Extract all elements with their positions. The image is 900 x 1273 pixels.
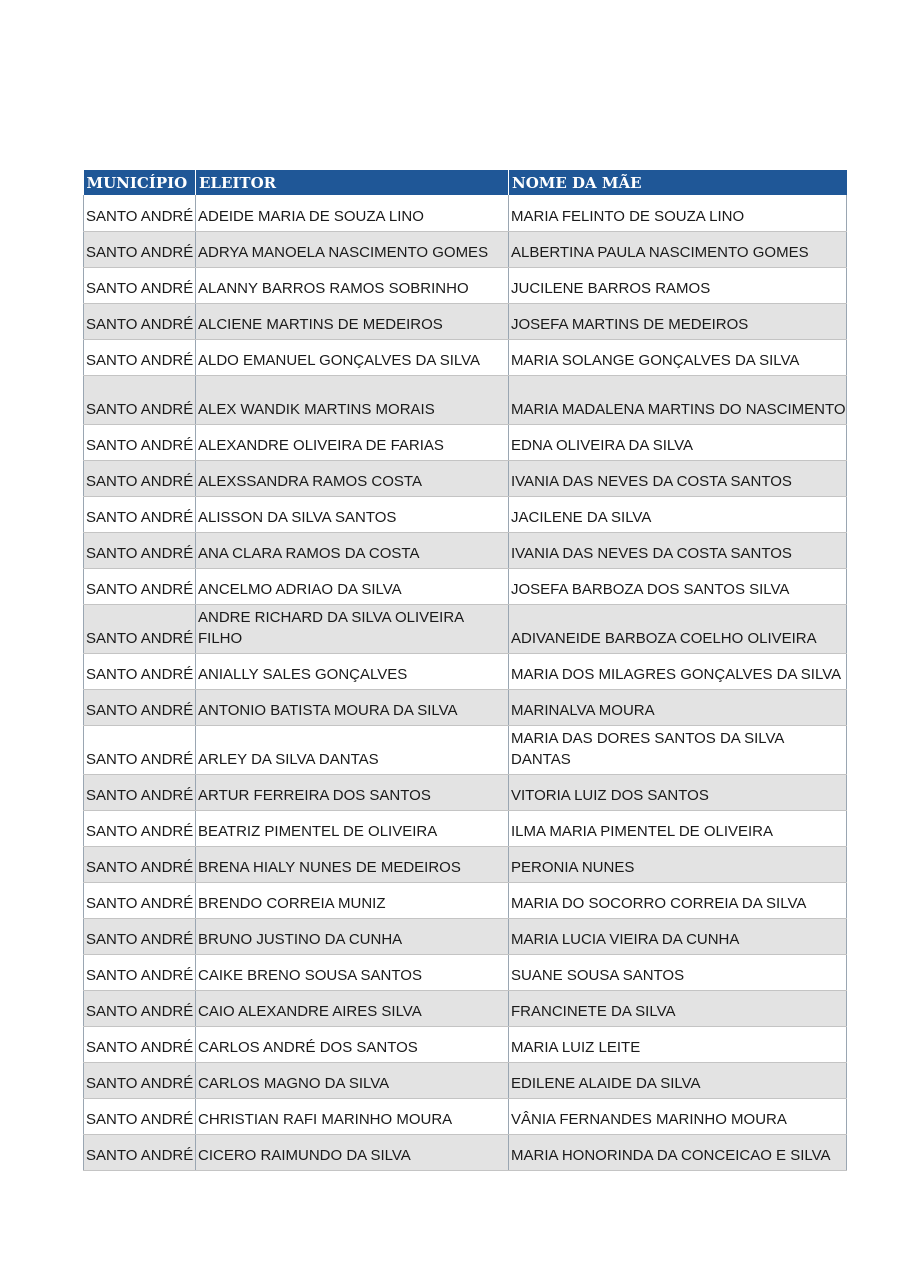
- cell-eleitor: ANIALLY SALES GONÇALVES: [196, 653, 509, 689]
- cell-eleitor: ADEIDE MARIA DE SOUZA LINO: [196, 195, 509, 231]
- table-row: [84, 303, 847, 339]
- cell-municipio: SANTO ANDRÉ: [84, 774, 196, 810]
- table-row: [84, 1098, 847, 1134]
- cell-nome-da-mae: IVANIA DAS NEVES DA COSTA SANTOS: [509, 460, 847, 496]
- cell-eleitor: BEATRIZ PIMENTEL DE OLIVEIRA: [196, 810, 509, 846]
- cell-municipio: SANTO ANDRÉ: [84, 231, 196, 267]
- header-eleitor: ELEITOR: [196, 170, 509, 195]
- table-row: [84, 424, 847, 460]
- cell-municipio: SANTO ANDRÉ: [84, 689, 196, 725]
- cell-nome-da-mae: MARIA DO SOCORRO CORREIA DA SILVA: [509, 882, 847, 918]
- table-row: [84, 954, 847, 990]
- table-row: [84, 918, 847, 954]
- cell-eleitor: ARTUR FERREIRA DOS SANTOS: [196, 774, 509, 810]
- cell-municipio: SANTO ANDRÉ: [84, 604, 196, 653]
- cell-eleitor: ALEXANDRE OLIVEIRA DE FARIAS: [196, 424, 509, 460]
- cell-municipio: SANTO ANDRÉ: [84, 532, 196, 568]
- cell-municipio: SANTO ANDRÉ: [84, 195, 196, 231]
- cell-municipio: SANTO ANDRÉ: [84, 954, 196, 990]
- table-row: [84, 496, 847, 532]
- cell-nome-da-mae: JUCILENE BARROS RAMOS: [509, 267, 847, 303]
- cell-municipio: SANTO ANDRÉ: [84, 725, 196, 774]
- cell-municipio: SANTO ANDRÉ: [84, 918, 196, 954]
- cell-nome-da-mae: ILMA MARIA PIMENTEL DE OLIVEIRA: [509, 810, 847, 846]
- cell-nome-da-mae: FRANCINETE DA SILVA: [509, 990, 847, 1026]
- cell-eleitor: ANA CLARA RAMOS DA COSTA: [196, 532, 509, 568]
- cell-eleitor: ANDRE RICHARD DA SILVA OLIVEIRA FILHO: [196, 604, 509, 653]
- cell-municipio: SANTO ANDRÉ: [84, 653, 196, 689]
- table-row: [84, 195, 847, 231]
- cell-municipio: SANTO ANDRÉ: [84, 424, 196, 460]
- cell-nome-da-mae: MARIA LUIZ LEITE: [509, 1026, 847, 1062]
- cell-eleitor: CAIKE BRENO SOUSA SANTOS: [196, 954, 509, 990]
- cell-municipio: SANTO ANDRÉ: [84, 267, 196, 303]
- cell-eleitor: ALISSON DA SILVA SANTOS: [196, 496, 509, 532]
- table-row: [84, 1062, 847, 1098]
- cell-nome-da-mae: MARIA DAS DORES SANTOS DA SILVA DANTAS: [509, 725, 847, 774]
- cell-municipio: SANTO ANDRÉ: [84, 460, 196, 496]
- table-row: [84, 532, 847, 568]
- table-row: [84, 725, 847, 774]
- cell-eleitor: ALANNY BARROS RAMOS SOBRINHO: [196, 267, 509, 303]
- cell-eleitor: BRENA HIALY NUNES DE MEDEIROS: [196, 846, 509, 882]
- cell-nome-da-mae: ADIVANEIDE BARBOZA COELHO OLIVEIRA: [509, 604, 847, 653]
- cell-eleitor: ADRYA MANOELA NASCIMENTO GOMES: [196, 231, 509, 267]
- cell-municipio: SANTO ANDRÉ: [84, 496, 196, 532]
- cell-municipio: SANTO ANDRÉ: [84, 1026, 196, 1062]
- cell-nome-da-mae: JOSEFA MARTINS DE MEDEIROS: [509, 303, 847, 339]
- voter-table: [83, 170, 847, 1171]
- cell-eleitor: ARLEY DA SILVA DANTAS: [196, 725, 509, 774]
- cell-eleitor: ANCELMO ADRIAO DA SILVA: [196, 568, 509, 604]
- table-row: [84, 990, 847, 1026]
- table-row: [84, 568, 847, 604]
- cell-nome-da-mae: EDNA OLIVEIRA DA SILVA: [509, 424, 847, 460]
- cell-eleitor: BRENDO CORREIA MUNIZ: [196, 882, 509, 918]
- cell-municipio: SANTO ANDRÉ: [84, 568, 196, 604]
- cell-nome-da-mae: MARINALVA MOURA: [509, 689, 847, 725]
- cell-nome-da-mae: MARIA MADALENA MARTINS DO NASCIMENTO: [509, 375, 847, 424]
- table-row: [84, 653, 847, 689]
- table-row: [84, 375, 847, 424]
- cell-nome-da-mae: JACILENE DA SILVA: [509, 496, 847, 532]
- cell-eleitor: BRUNO JUSTINO DA CUNHA: [196, 918, 509, 954]
- cell-municipio: SANTO ANDRÉ: [84, 339, 196, 375]
- cell-eleitor: CAIO ALEXANDRE AIRES SILVA: [196, 990, 509, 1026]
- cell-eleitor: CARLOS MAGNO DA SILVA: [196, 1062, 509, 1098]
- table-row: [84, 267, 847, 303]
- cell-municipio: SANTO ANDRÉ: [84, 882, 196, 918]
- cell-municipio: SANTO ANDRÉ: [84, 375, 196, 424]
- table-row: [84, 604, 847, 653]
- table-row: [84, 689, 847, 725]
- table-row: [84, 810, 847, 846]
- table-header-row: [84, 170, 847, 195]
- cell-municipio: SANTO ANDRÉ: [84, 1134, 196, 1170]
- cell-nome-da-mae: MARIA SOLANGE GONÇALVES DA SILVA: [509, 339, 847, 375]
- cell-nome-da-mae: MARIA HONORINDA DA CONCEICAO E SILVA: [509, 1134, 847, 1170]
- table-row: [84, 1134, 847, 1170]
- cell-nome-da-mae: PERONIA NUNES: [509, 846, 847, 882]
- cell-nome-da-mae: MARIA DOS MILAGRES GONÇALVES DA SILVA: [509, 653, 847, 689]
- cell-eleitor: ALCIENE MARTINS DE MEDEIROS: [196, 303, 509, 339]
- table-row: [84, 882, 847, 918]
- cell-municipio: SANTO ANDRÉ: [84, 1098, 196, 1134]
- header-municipio: MUNICÍPIO: [84, 170, 196, 195]
- cell-eleitor: CHRISTIAN RAFI MARINHO MOURA: [196, 1098, 509, 1134]
- cell-nome-da-mae: EDILENE ALAIDE DA SILVA: [509, 1062, 847, 1098]
- cell-nome-da-mae: VITORIA LUIZ DOS SANTOS: [509, 774, 847, 810]
- table-row: [84, 774, 847, 810]
- cell-nome-da-mae: JOSEFA BARBOZA DOS SANTOS SILVA: [509, 568, 847, 604]
- cell-eleitor: ALDO EMANUEL GONÇALVES DA SILVA: [196, 339, 509, 375]
- cell-eleitor: ALEXSSANDRA RAMOS COSTA: [196, 460, 509, 496]
- table-row: [84, 460, 847, 496]
- cell-municipio: SANTO ANDRÉ: [84, 810, 196, 846]
- cell-municipio: SANTO ANDRÉ: [84, 1062, 196, 1098]
- cell-nome-da-mae: VÂNIA FERNANDES MARINHO MOURA: [509, 1098, 847, 1134]
- cell-nome-da-mae: SUANE SOUSA SANTOS: [509, 954, 847, 990]
- cell-nome-da-mae: MARIA FELINTO DE SOUZA LINO: [509, 195, 847, 231]
- cell-nome-da-mae: ALBERTINA PAULA NASCIMENTO GOMES: [509, 231, 847, 267]
- cell-nome-da-mae: MARIA LUCIA VIEIRA DA CUNHA: [509, 918, 847, 954]
- cell-nome-da-mae: IVANIA DAS NEVES DA COSTA SANTOS: [509, 532, 847, 568]
- header-nome-da-mae: NOME DA MÃE: [509, 170, 847, 195]
- table-row: [84, 846, 847, 882]
- cell-municipio: SANTO ANDRÉ: [84, 990, 196, 1026]
- cell-municipio: SANTO ANDRÉ: [84, 303, 196, 339]
- table-body: [84, 195, 847, 1170]
- cell-eleitor: CICERO RAIMUNDO DA SILVA: [196, 1134, 509, 1170]
- table-row: [84, 231, 847, 267]
- cell-eleitor: CARLOS ANDRÉ DOS SANTOS: [196, 1026, 509, 1062]
- table-row: [84, 1026, 847, 1062]
- cell-eleitor: ALEX WANDIK MARTINS MORAIS: [196, 375, 509, 424]
- cell-municipio: SANTO ANDRÉ: [84, 846, 196, 882]
- cell-eleitor: ANTONIO BATISTA MOURA DA SILVA: [196, 689, 509, 725]
- table-row: [84, 339, 847, 375]
